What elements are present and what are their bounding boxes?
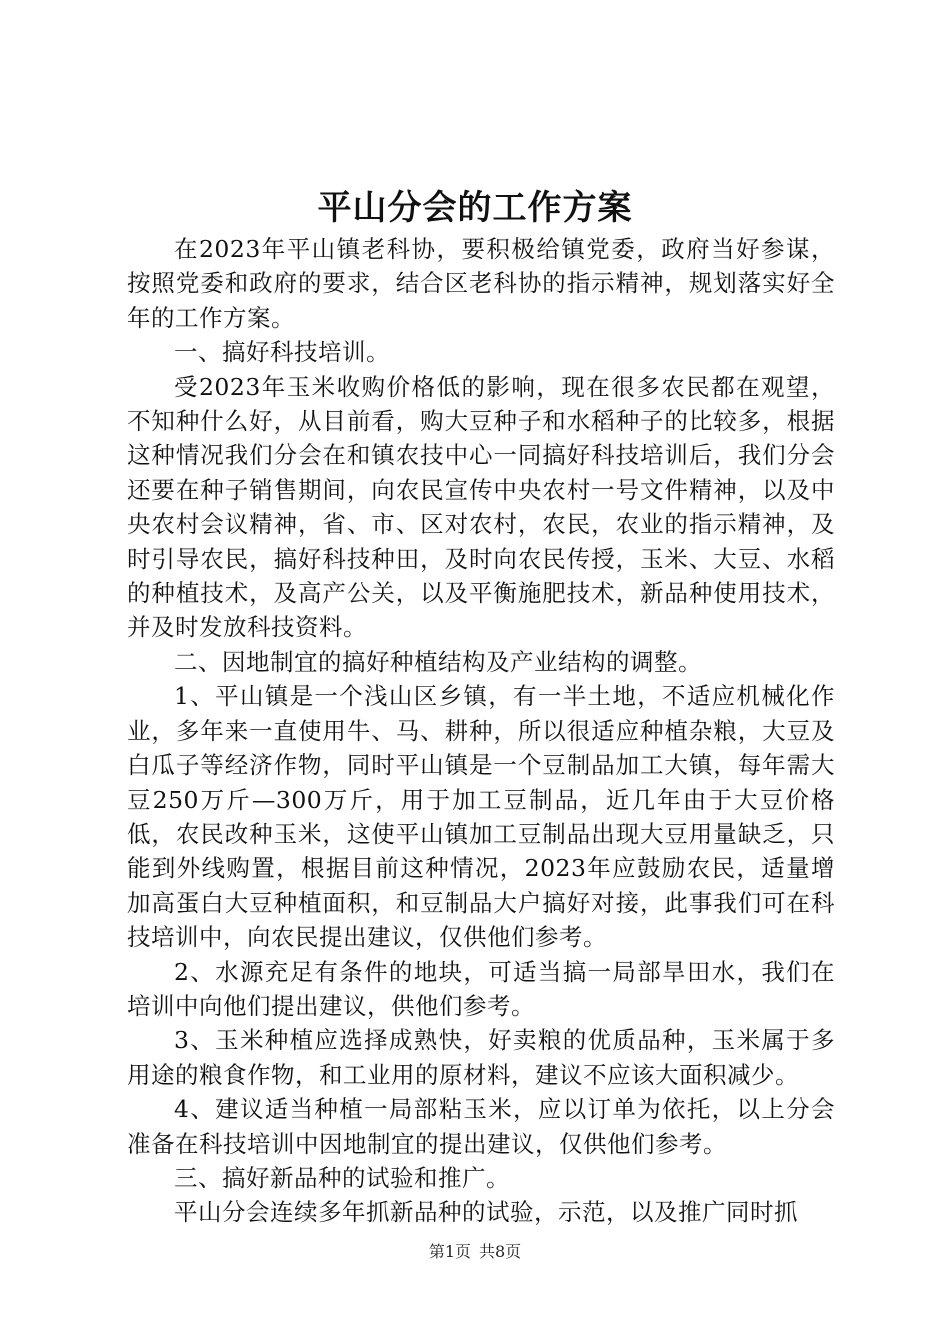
page-number: 第1页 xyxy=(428,1242,471,1261)
paragraph-training: 受2023年玉米收购价格低的影响，现在很多农民都在观望，不知种什么好，从目前看，购大豆种子和水稻种子的比较多，根据这种情况我们分会在和镇农技中心一同搞好科技培训后，我们分会还要在种子销售期间，向农民宣传中央农村一号文件精神，以及中央农村会议精神，省、市、区对农村，农民，农业的指示精神，及时引导农民，搞好科技种田，及时向农民传授，玉米、大豆、水稻的种植技术，及高产公关，以及平衡施肥技术，新品种使用技术，并及时发放科技资料。 xyxy=(127,372,835,642)
document-body xyxy=(127,232,835,1230)
paragraph-item-1: 1、平山镇是一个浅山区乡镇，有一半土地，不适应机械化作业，多年来一直使用牛、马、耕种，所以很适应种植杂粮，大豆及白瓜子等经济作物，同时平山镇是一个豆制品加工大镇，每年需大豆250万斤—300万斤，用于加工豆制品，近几年由于大豆价格低，农民改种玉米，这使平山镇加工豆制品出现大豆用量缺乏，只能到外线购置，根据目前这种情况，2023年应鼓励农民，适量增加高蛋白大豆种植面积，和豆制品大户搞好对接，此事我们可在科技培训中，向农民提出建议，仅供他们参考。 xyxy=(127,682,835,952)
section-heading-1: 一、搞好科技培训。 xyxy=(174,338,390,367)
paragraph-item-3: 3、玉米种植应选择成熟快，好卖粮的优质品种，玉米属于多用途的粮食作物，和工业用的原材料，建议不应该大面积减少。 xyxy=(127,1026,835,1089)
paragraph-intro: 在2023年平山镇老科协，要积极给镇党委，政府当好参谋，按照党委和政府的要求，结合区老科协的指示精神，规划落实好全年的工作方案。 xyxy=(127,235,835,332)
page-total: 共8页 xyxy=(479,1242,522,1261)
paragraph-item-2: 2、水源充足有条件的地块，可适当搞一局部旱田水，我们在培训中向他们提出建议，供他们参考。 xyxy=(127,957,835,1020)
section-heading-2: 二、因地制宜的搞好种植结构及产业结构的调整。 xyxy=(174,647,702,676)
document-title: 平山分会的工作方案 xyxy=(317,188,633,228)
section-heading-3: 三、搞好新品种的试验和推广。 xyxy=(174,1163,510,1192)
page-footer xyxy=(0,1241,950,1263)
paragraph-item-4: 4、建议适当种植一局部粘玉米，应以订单为依托，以上分会准备在科技培训中因地制宜的提出建议，仅供他们参考。 xyxy=(127,1095,835,1158)
paragraph-new-varieties: 平山分会连续多年抓新品种的试验，示范，以及推广同时抓 xyxy=(174,1198,798,1227)
